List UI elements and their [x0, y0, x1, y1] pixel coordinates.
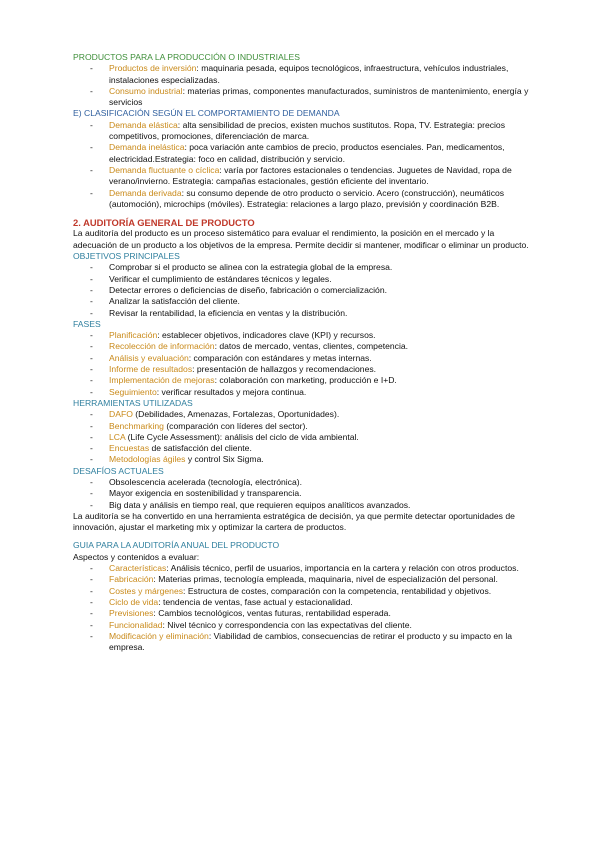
term: Modificación y eliminación: [109, 630, 209, 641]
list-item: [73, 421, 533, 432]
term: Demanda elástica: [109, 119, 178, 130]
phases-list: [73, 330, 533, 398]
description: : Análisis técnico, perfil de usuarios, importancia en la cartera y relación con otros productos.: [166, 563, 519, 574]
demand-classification-list: [73, 120, 533, 210]
section-heading-product-audit: 2. AUDITORÍA GENERAL DE PRODUCTO: [73, 217, 255, 229]
term: Consumo industrial: [109, 85, 183, 96]
description: : tendencia de ventas, fase actual y estacionalidad.: [158, 596, 353, 607]
list-item: [73, 608, 533, 619]
term: Funcionalidad: [109, 619, 163, 630]
term: DAFO: [109, 409, 133, 420]
description: : su consumo depende de otro producto o servicio. Acero (construcción), neumáticos (automoción), microchips (móviles). Estrategia: relaciones a largo plazo, previsión y coordinación B2B.: [109, 187, 505, 209]
list-item: - Verificar el cumplimiento de estándares técnicos y legales.: [73, 274, 533, 285]
list-item: [73, 620, 533, 631]
list-item: [73, 86, 533, 109]
list-item: [73, 364, 533, 375]
list-item: [73, 330, 533, 341]
term: Productos de inversión: [109, 63, 197, 74]
description: (Debilidades, Amenazas, Fortalezas, Oportunidades).: [132, 409, 340, 420]
description: : verificar resultados y mejora continua.: [156, 386, 307, 397]
description: : Materias primas, tecnología empleada, maquinaria, nivel de especialización del personal.: [153, 574, 498, 585]
audit-intro-paragraph: La auditoría del producto es un proceso sistemático para evaluar el rendimiento, la posición en el mercado y la adecuación de un producto a los objetivos de la empresa. Permite decidir si mantener, modificar o eliminar un producto.: [73, 228, 529, 250]
list-item: [73, 387, 533, 398]
description: : maquinaria pesada, equipos tecnológicos, infraestructura, vehículos industriales, instalaciones especializadas.: [109, 63, 509, 85]
description: (Life Cycle Assessment): análisis del ciclo de vida ambiental.: [125, 431, 359, 442]
section-heading-objectives: OBJETIVOS PRINCIPALES: [73, 251, 180, 262]
description: : Viabilidad de cambios, consecuencias de retirar el producto y su impacto en la empresa.: [109, 630, 513, 653]
section-heading-annual-audit-guide: GUIA PARA LA AUDITORÍA ANUAL DEL PRODUCTO: [73, 540, 280, 551]
list-item: [73, 443, 533, 454]
description: : establecer objetivos, indicadores clave (KPI) y recursos.: [157, 330, 376, 341]
term: Encuestas: [109, 443, 150, 454]
description: : materias primas, componentes manufacturados, suministros de mantenimiento, energía y servicios: [109, 85, 529, 108]
guide-aspects-list: [73, 563, 533, 653]
list-item: [73, 631, 533, 654]
guide-intro: Aspectos y contenidos a evaluar:: [73, 551, 200, 562]
term: Benchmarking: [109, 420, 164, 431]
list-item: - Comprobar si el producto se alinea con la estrategia global de la empresa.: [73, 262, 533, 273]
term: Previsiones: [109, 608, 154, 619]
tools-list: [73, 409, 533, 465]
list-item: [73, 586, 533, 597]
list-item: [73, 63, 533, 86]
description: : datos de mercado, ventas, clientes, competencia.: [214, 341, 409, 352]
description: : Estructura de costes, comparación con la competencia, rentabilidad y objetivos.: [183, 585, 492, 596]
term: Demanda derivada: [109, 187, 182, 198]
description: : colaboración con marketing, producción e I+D.: [214, 375, 397, 386]
list-item: - Analizar la satisfacción del cliente.: [73, 296, 533, 307]
list-item: [73, 432, 533, 443]
description: y control Six Sigma.: [185, 454, 264, 465]
section-heading-industrial-products: PRODUCTOS PARA LA PRODUCCIÓN O INDUSTRIALES: [73, 52, 300, 62]
section-heading-tools: HERRAMIENTAS UTILIZADAS: [73, 397, 193, 408]
list-item: [73, 341, 533, 352]
term: Seguimiento: [109, 386, 157, 397]
description: (comparación con líderes del sector).: [163, 420, 308, 431]
term: Recolección de información: [109, 341, 215, 352]
list-item: - Mayor exigencia en sostenibilidad y transparencia.: [73, 488, 533, 499]
term: LCA: [109, 431, 126, 442]
description: : presentación de hallazgos y recomendaciones.: [192, 364, 377, 375]
list-item: [73, 142, 533, 165]
industrial-products-list: [73, 63, 533, 108]
term: Metodologías ágiles: [109, 454, 186, 465]
description: : comparación con estándares y metas internas.: [188, 352, 372, 363]
term: Demanda fluctuante o cíclica: [109, 164, 220, 175]
list-item: [73, 188, 533, 211]
description: : Nivel técnico y correspondencia con las expectativas del cliente.: [162, 619, 412, 630]
term: Fabricación: [109, 574, 154, 585]
objectives-list: [73, 262, 533, 318]
term: Informe de resultados: [109, 364, 193, 375]
description: : varía por factores estacionales o tendencias. Juguetes de Navidad, ropa de verano/invierno. Estrategia: campañas estacionales, gestión eficiente del inventario.: [109, 164, 512, 187]
list-item: - Detectar errores o deficiencias de diseño, fabricación o comercialización.: [73, 285, 533, 296]
term: Planificación: [109, 330, 158, 341]
audit-closing-paragraph: La auditoría se ha convertido en una herramienta estratégica de decisión, ya que permite detectar oportunidades de innovación, ajustar el marketing mix y optimizar la cartera de productos.: [73, 510, 515, 533]
list-item: [73, 353, 533, 364]
term: Características: [109, 563, 167, 574]
list-item: - Obsolescencia acelerada (tecnología, electrónica).: [73, 477, 533, 488]
section-heading-demand-classification: E) CLASIFICACIÓN SEGÚN EL COMPORTAMIENTO DE DEMANDA: [73, 108, 340, 119]
list-item: [73, 563, 533, 574]
document-page: [73, 52, 533, 653]
list-item: - Revisar la rentabilidad, la eficiencia en ventas y la distribución.: [73, 308, 533, 319]
section-heading-phases: FASES: [73, 318, 101, 329]
term: Costes y márgenes: [109, 585, 184, 596]
description: : Cambios tecnológicos, ventas futuras, rentabilidad esperada.: [153, 608, 391, 619]
list-item: [73, 574, 533, 585]
term: Ciclo de vida: [109, 596, 159, 607]
description: de satisfacción del cliente.: [149, 443, 252, 454]
description: : alta sensibilidad de precios, existen muchos sustitutos. Ropa, TV. Estrategia: precios competitivos, promociones, diferenciación de marca.: [109, 119, 506, 142]
spacer: [73, 533, 533, 540]
description: : poca variación ante cambios de precio, productos esenciales. Pan, medicamentos, electricidad.Estrategia: foco en calidad, distribución y servicio.: [109, 142, 505, 164]
list-item: [73, 409, 533, 420]
list-item: [73, 454, 533, 465]
list-item: - Big data y análisis en tiempo real, que requieren equipos analíticos avanzados.: [73, 500, 533, 511]
challenges-list: [73, 477, 533, 511]
term: Implementación de mejoras: [109, 375, 215, 386]
list-item: [73, 165, 533, 188]
section-heading-challenges: DESAFÍOS ACTUALES: [73, 465, 164, 476]
list-item: [73, 597, 533, 608]
term: Análisis y evaluación: [109, 352, 189, 363]
list-item: [73, 120, 533, 143]
spacer: [73, 210, 533, 217]
list-item: [73, 375, 533, 386]
term: Demanda inelástica: [109, 142, 185, 153]
